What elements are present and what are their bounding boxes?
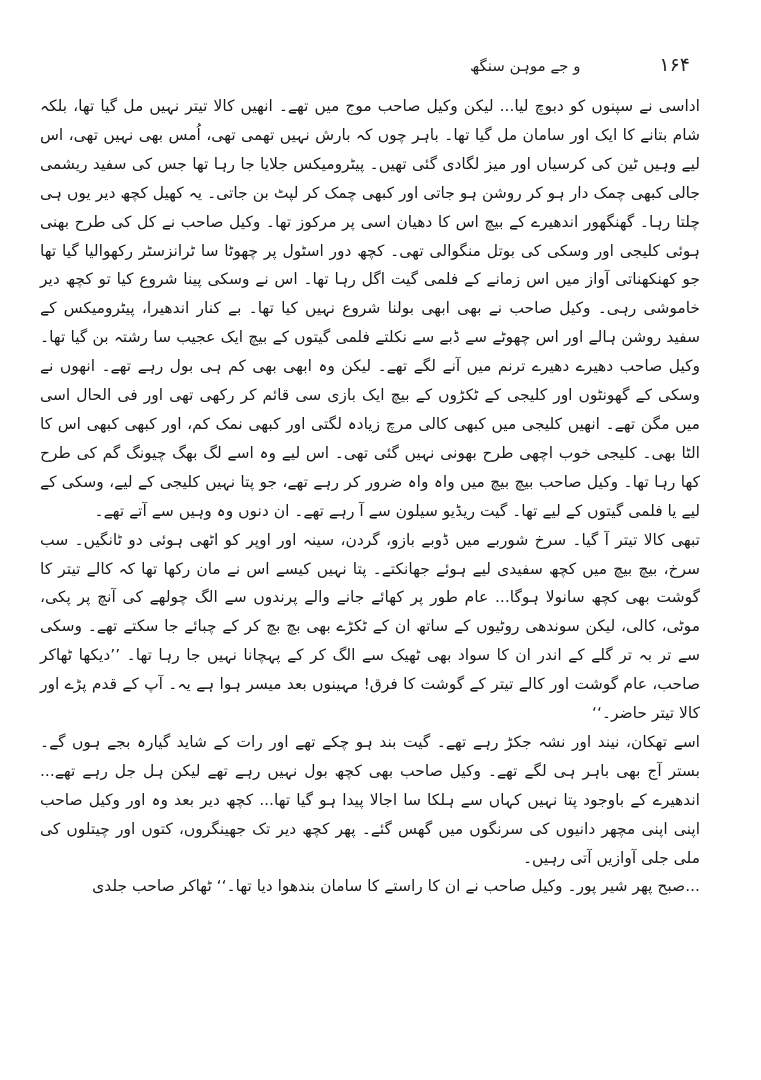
paragraph-2: تبھی کالا تیتر آ گیا۔ سرخ شوربے میں ڈوبے بازو، گردن، سینہ اور اوپر کو اٹھی ہوئی دو ٹانگیں۔ سب سرخ، بیچ بیچ میں کچھ سفیدی لیے ہوئے جھانکتے۔ پتا نہیں کیسے اس نے مان رکھا تھا کہ کالے تیتر کا گوشت بھی کچھ سانولا ہوگا... عام طور پر کھائے جانے والے پرندوں سے الگ چولھے کی آنچ پر پکی، موٹی، کالی، لیکن سوندھی روٹیوں کے ساتھ ان کے ٹکڑے بھی بچ بچ کر کے چبائے جا سکتے تھے۔ وسکی سے تر بہ تر گلے کے اندر ان کا سواد بھی ٹھیک سے الگ کر کے پہچانا نہیں جا رہا تھا۔ ’’دیکھا ٹھاکر صاحب، عام گوشت اور کالے تیتر کے گوشت کا فرق! مہینوں بعد میسر ہوا ہے یہ۔ آپ کے قدم پڑے اور کالا تیتر حاضر۔‘‘ [40, 530, 700, 723]
page-number: ۱۶۴ [659, 54, 690, 76]
paragraph-4: ...صبح پھر شیر پور۔ وکیل صاحب نے ان کا راستے کا سامان بندھوا دیا تھا۔‘‘ ٹھاکر صاحب جلدی [92, 877, 700, 896]
running-title: و جے موہن سنگھ [470, 57, 581, 75]
paragraph-1: اداسی نے سپنوں کو دبوچ لیا... لیکن وکیل صاحب موج میں تھے۔ انھیں کالا تیتر نہیں مل گیا تھا، بلکہ شام بتانے کا ایک اور سامان مل گیا تھا۔ باہر چوں کہ بارش نہیں تھمی تھی، اُمس بھی نہیں تھی، اس لیے وہیں ٹین کی کرسیاں اور میز لگادی گئی تھیں۔ پیٹرومیکس جلایا جا رہا تھا جس کی سفید ریشمی جالی کبھی چمک دار ہو کر روشن ہو جاتی اور کبھی چمک کر لپٹ بن جاتی۔ یہ کھیل کچھ دیر یوں ہی چلتا رہا۔ گھنگھور اندھیرے کے بیچ اس کا دھیان اسی پر مرکوز تھا۔ وکیل صاحب نے کل کی طرح بھنی ہوئی کلیجی اور وسکی کی بوتل منگوالی تھی۔ کچھ دور اسٹول پر چھوٹا سا ٹرانزسٹر رکھوالیا گیا تھا جو کھنکھناتی آواز میں اس زمانے کے فلمی گیت اگل رہا تھا۔ اس نے وسکی پینا شروع کیا تو کچھ دیر خاموشی رہی۔ وکیل صاحب نے بھی ابھی بولنا شروع نہیں کیا تھا۔ بے کنار اندھیرا، پیٹرومیکس کے سفید روشن ہالے اور اس چھوٹے سے ڈبے سے نکلتے فلمی گیتوں کے بیچ ایک عجیب سا رشتہ بن گیا تھا۔ وکیل صاحب دھیرے دھیرے ترنم میں آنے لگے تھے۔ لیکن وہ ابھی بھی کم ہی بول رہے تھے۔ انھوں نے وسکی کے گھونٹوں اور کلیجی کے ٹکڑوں کے بیچ ایک بازی سی قائم کر رکھی تھی اور فی الحال اسی میں مگن تھے۔ انھیں کلیجی میں کبھی کالی مرچ زیادہ لگتی اور کبھی نمک کم، اور کبھی کبھی اس کا الٹا بھی۔ کلیجی خوب اچھی طرح بھونی نہیں گئی تھی۔ اس لیے وہ اسے لگ بھگ چیونگ گم کی طرح کھا رہا تھا۔ وکیل صاحب بیچ بیچ میں واہ واہ ضرور کر رہے تھے، جو پتا نہیں کلیجی کے لیے، وسکی کے لیے یا فلمی گیتوں کے لیے تھا۔ گیت ریڈیو سیلون سے آ رہے تھے۔ ان دنوں وہ وہیں سے آتے تھے۔ [40, 97, 700, 520]
running-head [470, 54, 690, 76]
body-text [40, 92, 700, 901]
paragraph-3: اسے تھکان، نیند اور نشہ جکڑ رہے تھے۔ گیت بند ہو چکے تھے اور رات کے شاید گیارہ بجے ہوں گے۔ بستر آج بھی باہر ہی لگے تھے۔ وکیل صاحب بھی کچھ بول نہیں رہے تھے لیکن ہل جل رہے تھے... اندھیرے کے باوجود پتا نہیں کہاں سے ہلکا سا اجالا پیدا ہو گیا تھا... کچھ دیر بعد وہ اور وکیل صاحب اپنی اپنی مچھر دانیوں کی سرنگوں میں گھس گئے۔ پھر کچھ دیر تک جھینگروں، کتوں اور چیتلوں کی ملی جلی آوازیں آتی رہیں۔ [40, 732, 700, 867]
